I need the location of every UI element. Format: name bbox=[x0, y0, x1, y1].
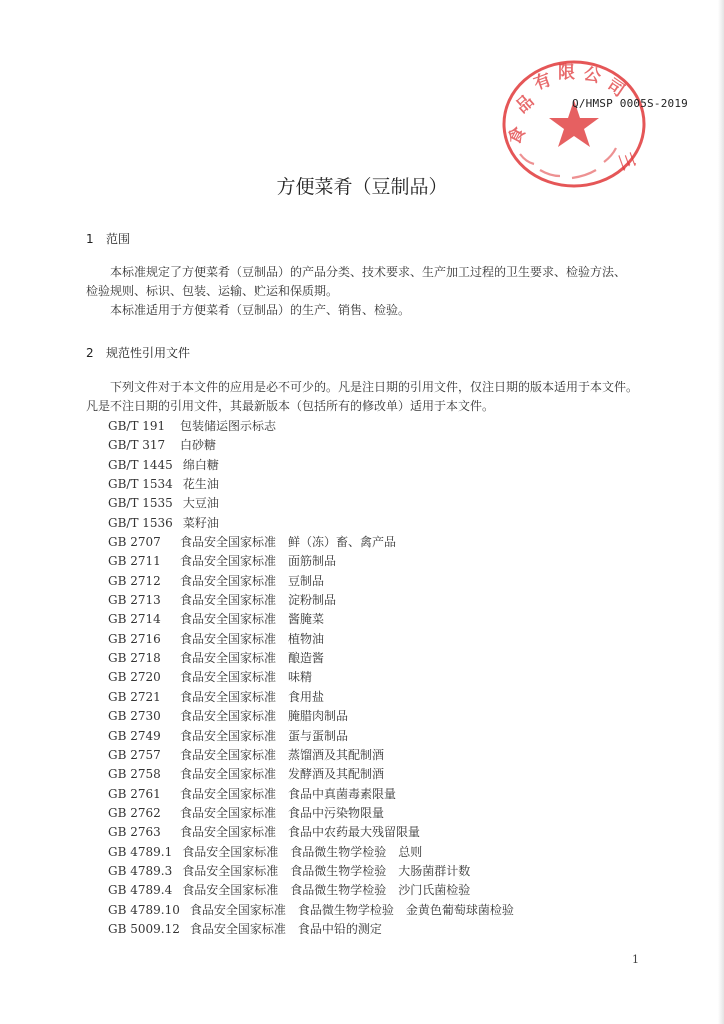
reference-item bbox=[108, 494, 514, 513]
reference-item bbox=[108, 804, 514, 823]
reference-title: 食品安全国家标准 食品中铅的测定 bbox=[189, 921, 382, 936]
reference-code: GB 2721 bbox=[108, 689, 161, 704]
reference-item bbox=[108, 727, 514, 746]
reference-item bbox=[108, 572, 514, 591]
section-heading-scope bbox=[86, 230, 130, 247]
reference-code: GB 4789.1 bbox=[108, 844, 173, 859]
reference-title: 食品安全国家标准 酿造酱 bbox=[180, 651, 325, 666]
svg-text:公: 公 bbox=[581, 63, 603, 88]
svg-text:食: 食 bbox=[504, 123, 530, 149]
svg-text:品: 品 bbox=[512, 91, 539, 118]
reference-title: 食品安全国家标准 食品中污染物限量 bbox=[180, 805, 385, 820]
paragraph-line: 凡是不注日期的引用文件，其最新版本（包括所有的修改单）适用于本文件。 bbox=[86, 399, 495, 413]
section-title: 规范性引用文件 bbox=[106, 346, 191, 360]
svg-text:限: 限 bbox=[558, 63, 575, 83]
reference-item bbox=[108, 475, 514, 494]
reference-item bbox=[108, 765, 514, 784]
reference-title: 食品安全国家标准 味精 bbox=[180, 670, 313, 685]
reference-item bbox=[108, 746, 514, 765]
reference-code: GB 2716 bbox=[108, 631, 161, 646]
reference-item bbox=[108, 436, 514, 455]
reference-code: GB 2707 bbox=[108, 535, 161, 550]
reference-item bbox=[108, 901, 514, 920]
reference-item bbox=[108, 591, 514, 610]
reference-code: GB 2757 bbox=[108, 747, 161, 762]
reference-code: GB 2730 bbox=[108, 709, 161, 724]
reference-code: GB/T 1535 bbox=[108, 496, 173, 511]
reference-item bbox=[108, 785, 514, 804]
reference-code: GB 4789.4 bbox=[108, 883, 173, 898]
reference-code: GB 4789.10 bbox=[108, 902, 180, 917]
reference-title: 食品安全国家标准 面筋制品 bbox=[180, 554, 337, 569]
reference-item bbox=[108, 610, 514, 629]
reference-title: 食品安全国家标准 食品微生物学检验 沙门氏菌检验 bbox=[182, 883, 471, 898]
reference-title: 食品安全国家标准 鲜（冻）畜、禽产品 bbox=[180, 535, 397, 550]
reference-title: 食品安全国家标准 食品中农药最大残留限量 bbox=[180, 825, 421, 840]
reference-item bbox=[108, 823, 514, 842]
section-number: 1 bbox=[86, 232, 94, 246]
reference-item bbox=[108, 707, 514, 726]
reference-code: GB 5009.12 bbox=[108, 921, 180, 936]
standard-code: Q/HMSP 0005S-2019 bbox=[572, 97, 688, 110]
reference-title: 大豆油 bbox=[182, 496, 219, 511]
reference-code: GB/T 1534 bbox=[108, 477, 173, 492]
reference-item bbox=[108, 649, 514, 668]
reference-title: 食品安全国家标准 发酵酒及其配制酒 bbox=[180, 767, 385, 782]
reference-item bbox=[108, 417, 514, 436]
reference-code: GB/T 1536 bbox=[108, 515, 173, 530]
reference-code: GB 2763 bbox=[108, 825, 161, 840]
reference-code: GB 2761 bbox=[108, 786, 161, 801]
reference-code: GB 2720 bbox=[108, 670, 161, 685]
reference-title: 花生油 bbox=[182, 477, 219, 492]
reference-title: 食品安全国家标准 豆制品 bbox=[180, 573, 325, 588]
page-number: 1 bbox=[632, 953, 639, 966]
reference-title: 食品安全国家标准 食品中真菌毒素限量 bbox=[180, 786, 397, 801]
reference-code: GB 2758 bbox=[108, 767, 161, 782]
reference-title: 食品安全国家标准 食品微生物学检验 大肠菌群计数 bbox=[182, 863, 471, 878]
document-title: 方便菜肴（豆制品） bbox=[276, 176, 448, 198]
reference-code: GB 2711 bbox=[108, 554, 161, 569]
reference-title: 食品安全国家标准 蛋与蛋制品 bbox=[180, 728, 349, 743]
svg-text:有: 有 bbox=[531, 69, 555, 95]
reference-item bbox=[108, 688, 514, 707]
reference-code: GB/T 317 bbox=[108, 438, 166, 453]
reference-code: GB 2718 bbox=[108, 651, 161, 666]
reference-list bbox=[108, 417, 514, 939]
reference-item bbox=[108, 533, 514, 552]
reference-code: GB 2714 bbox=[108, 612, 161, 627]
reference-title: 食品安全国家标准 植物油 bbox=[180, 631, 325, 646]
reference-item bbox=[108, 630, 514, 649]
paragraph-line: 本标准适用于方便菜肴（豆制品）的生产、销售、检验。 bbox=[110, 303, 411, 317]
reference-title: 食品安全国家标准 食品微生物学检验 总则 bbox=[182, 844, 423, 859]
reference-item bbox=[108, 843, 514, 862]
reference-title: 食品安全国家标准 蒸馏酒及其配制酒 bbox=[180, 747, 385, 762]
section-title: 范围 bbox=[106, 232, 131, 246]
section-heading-normative-references bbox=[86, 344, 190, 361]
reference-item bbox=[108, 514, 514, 533]
paragraph-line: 下列文件对于本文件的应用是必不可少的。凡是注日期的引用文件，仅注日期的版本适用于本文件。 bbox=[110, 380, 639, 394]
svg-text:三: 三 bbox=[613, 149, 639, 173]
page-edge-shadow bbox=[718, 0, 724, 1024]
reference-code: GB/T 1445 bbox=[108, 457, 173, 472]
reference-item bbox=[108, 552, 514, 571]
reference-title: 绵白糖 bbox=[182, 457, 219, 472]
reference-code: GB 2712 bbox=[108, 573, 161, 588]
reference-code: GB/T 191 bbox=[108, 419, 166, 433]
reference-item bbox=[108, 881, 514, 900]
reference-title: 白砂糖 bbox=[180, 438, 217, 453]
reference-title: 食品安全国家标准 酱腌菜 bbox=[180, 612, 325, 627]
svg-text:司: 司 bbox=[602, 75, 629, 102]
reference-title: 食品安全国家标准 淀粉制品 bbox=[180, 593, 337, 608]
reference-code: GB 2762 bbox=[108, 805, 161, 820]
reference-item bbox=[108, 862, 514, 881]
company-seal-stamp bbox=[500, 58, 648, 190]
reference-code: GB 4789.3 bbox=[108, 863, 173, 878]
paragraph-line: 检验规则、标识、包装、运输、贮运和保质期。 bbox=[86, 284, 339, 298]
reference-code: GB 2749 bbox=[108, 728, 161, 743]
reference-title: 食品安全国家标准 食用盐 bbox=[180, 689, 325, 704]
reference-title: 食品安全国家标准 腌腊肉制品 bbox=[180, 709, 349, 724]
reference-title: 菜籽油 bbox=[182, 515, 219, 530]
reference-title: 包装储运图示标志 bbox=[180, 419, 277, 433]
references-intro bbox=[86, 378, 666, 416]
reference-item bbox=[108, 668, 514, 687]
reference-item bbox=[108, 920, 514, 939]
scope-paragraphs bbox=[86, 263, 666, 320]
reference-item bbox=[108, 456, 514, 475]
reference-code: GB 2713 bbox=[108, 593, 161, 608]
paragraph-line: 本标准规定了方便菜肴（豆制品）的产品分类、技术要求、生产加工过程的卫生要求、检验方法、 bbox=[110, 265, 627, 279]
section-number: 2 bbox=[86, 346, 94, 360]
reference-title: 食品安全国家标准 食品微生物学检验 金黄色葡萄球菌检验 bbox=[189, 902, 514, 917]
